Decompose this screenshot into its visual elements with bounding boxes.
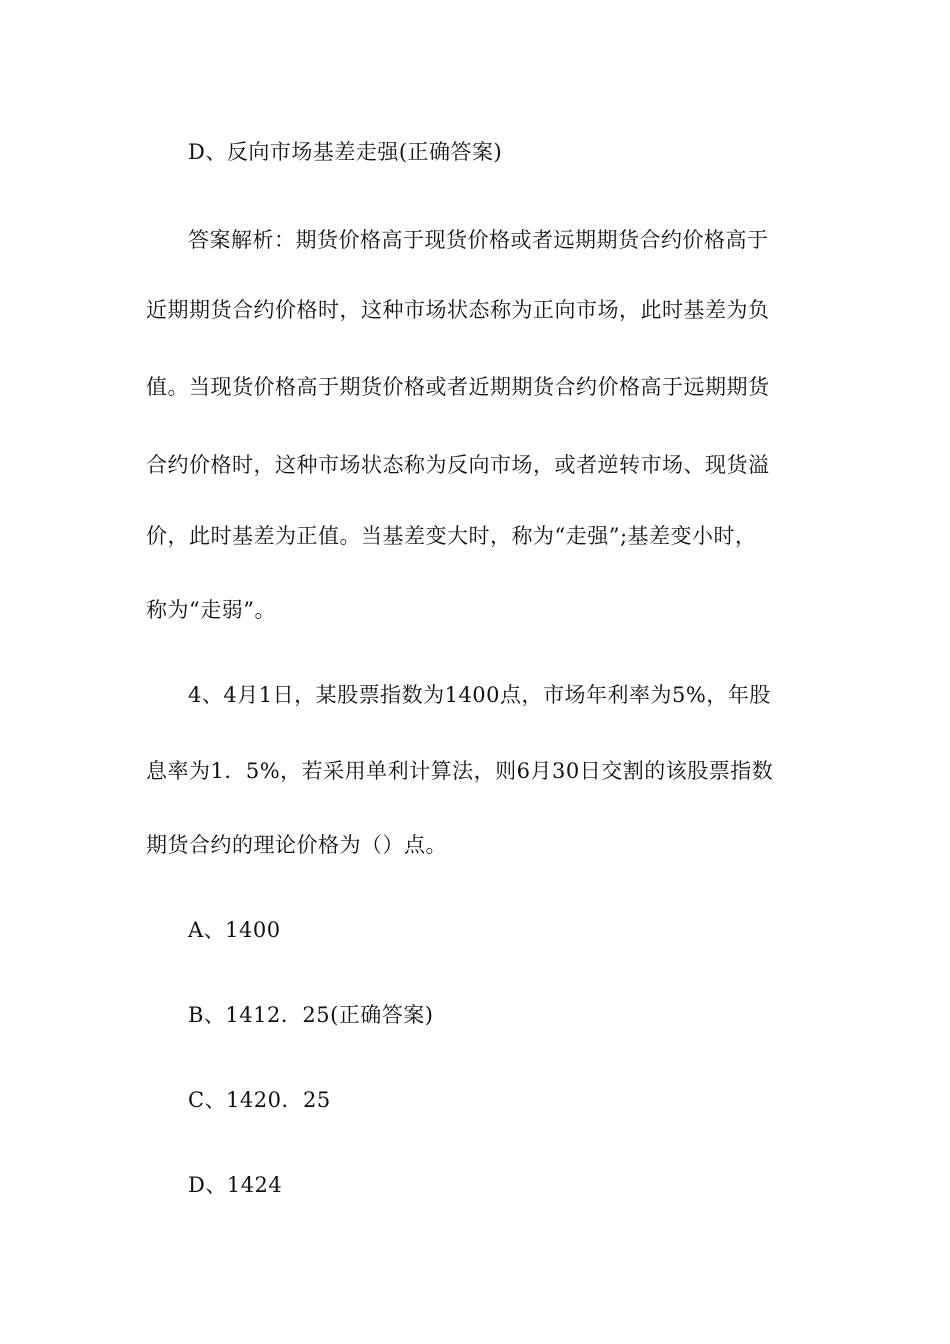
question-line-1: 4、4月1日，某股票指数为1400点，市场年利率为5%，年股 [188, 683, 771, 707]
explanation-line-5: 价，此时基差为正值。当基差变大时，称为“走强”;基差变小时， [146, 524, 757, 548]
explanation-line-3: 值。当现货价格高于期货价格或者近期期货合约价格高于远期期货 [146, 375, 770, 399]
option-a: A、1400 [188, 918, 281, 942]
option-d: D、1424 [188, 1173, 283, 1197]
previous-option-d: D、反向市场基差走强(正确答案) [188, 140, 503, 164]
option-c: C、1420．25 [188, 1088, 331, 1112]
explanation-line-2: 近期期货合约价格时，这种市场状态称为正向市场，此时基差为负 [146, 298, 770, 322]
option-b: B、1412．25(正确答案) [188, 1003, 434, 1027]
question-line-3: 期货合约的理论价格为（）点。 [146, 833, 447, 857]
explanation-line-4: 合约价格时，这种市场状态称为反向市场，或者逆转市场、现货溢 [146, 453, 770, 477]
explanation-line-6: 称为“走弱”。 [146, 598, 276, 622]
question-line-2: 息率为1．5%，若采用单利计算法，则6月30日交割的该股票指数 [146, 759, 774, 783]
explanation-line-1: 答案解析：期货价格高于现货价格或者远期期货合约价格高于 [188, 228, 769, 252]
